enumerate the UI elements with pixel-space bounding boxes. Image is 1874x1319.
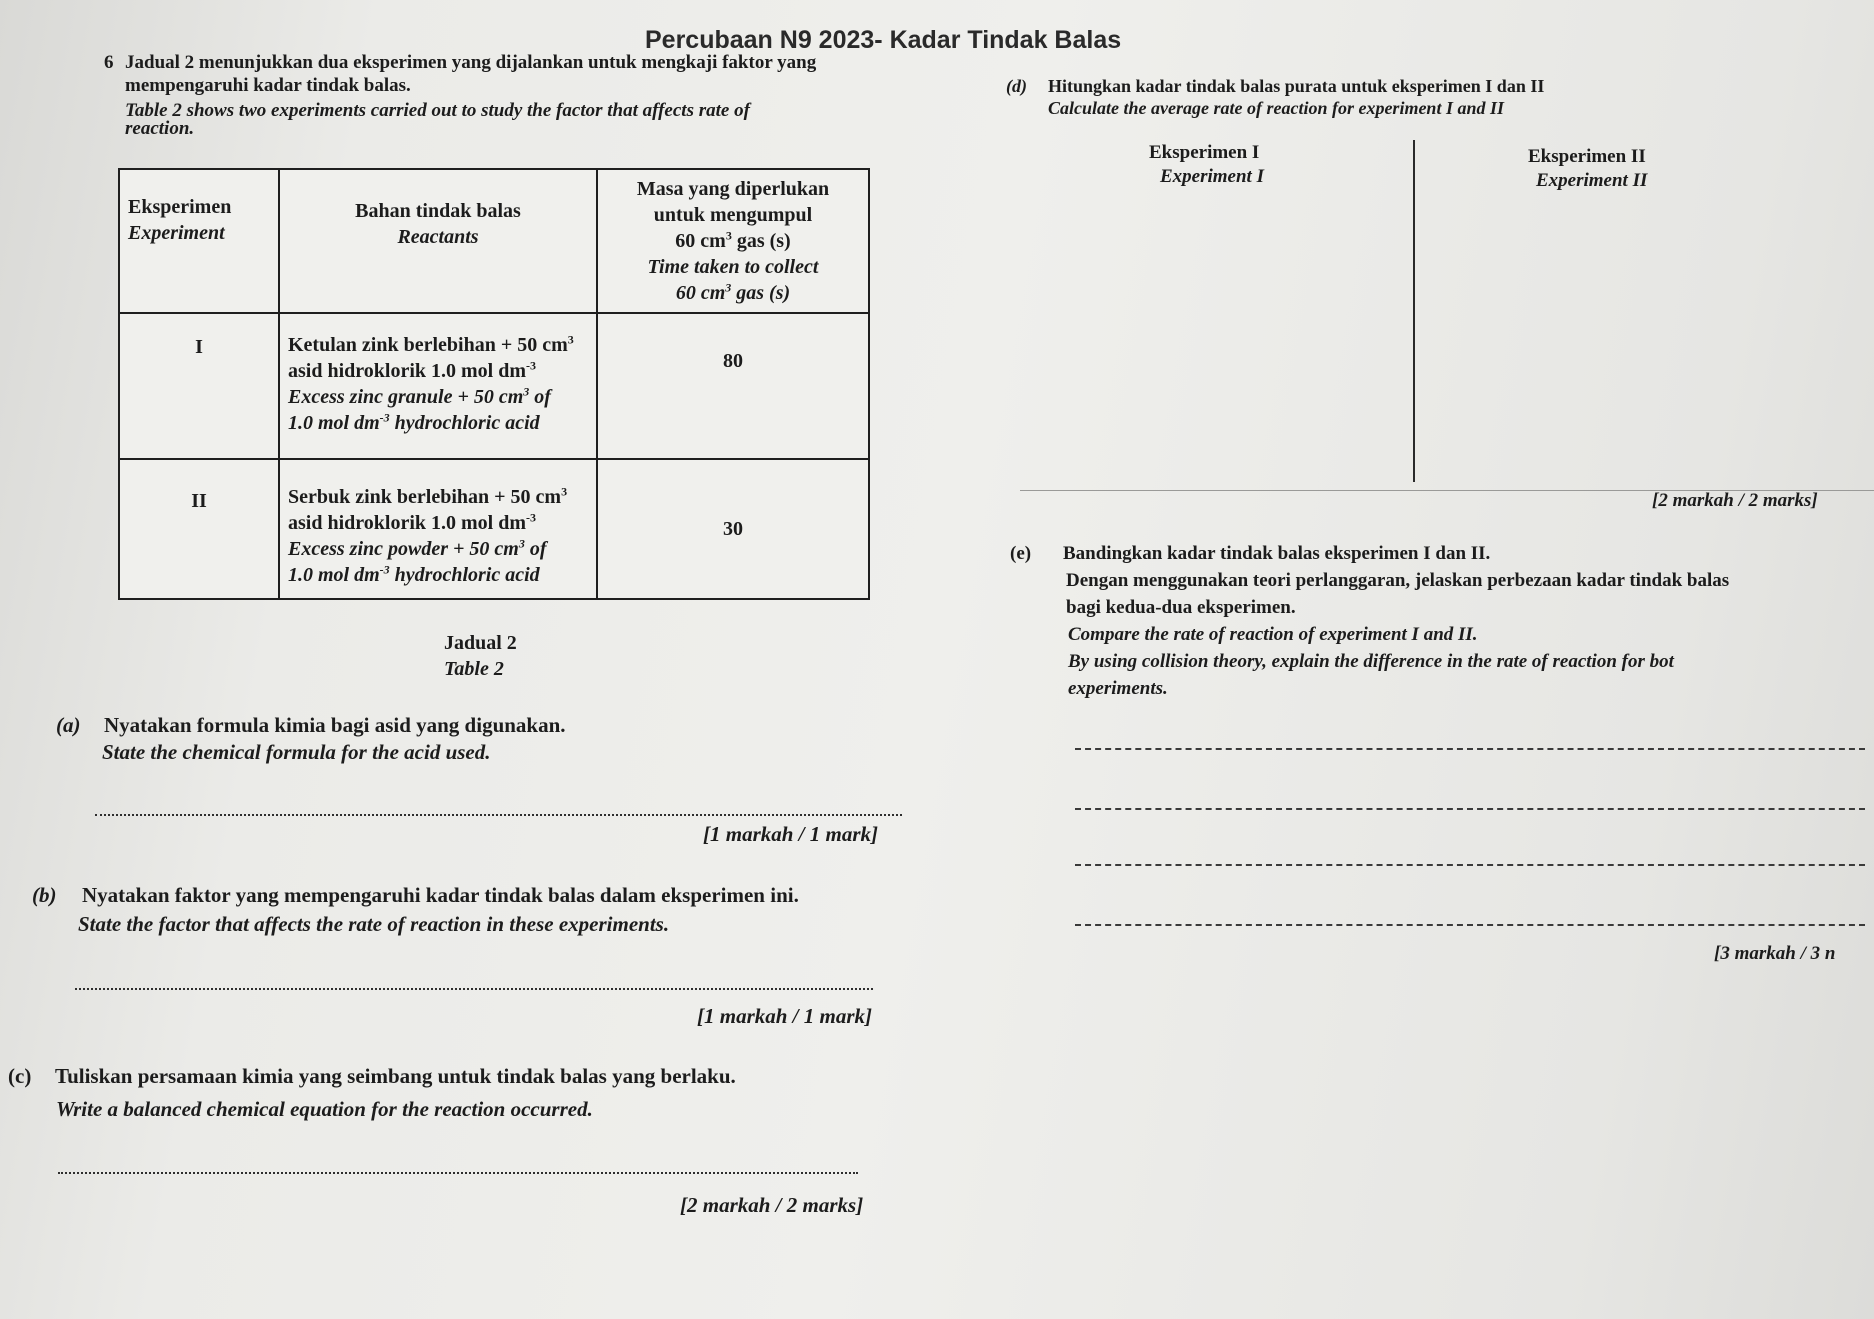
header-time-ms-1: Masa yang diperlukan [636,178,830,200]
part-e-question-en-1: Compare the rate of reaction of experiment I and II. [1068,624,1478,645]
header-time-en-1: Time taken to collect [647,256,819,278]
part-c-question-ms: Tuliskan persamaan kimia yang seimbang untuk tindak balas yang berlaku. [55,1064,736,1088]
intro-ms-line1: Jadual 2 menunjukkan dua eksperimen yang dijalankan untuk mengkaji faktor yang [125,52,817,73]
row-time-cell: 30 [597,459,869,599]
part-c-question-en: Write a balanced chemical equation for the reaction occurred. [56,1097,593,1121]
header-experiment-ms: Eksperimen [128,196,232,218]
part-a-question-en: State the chemical formula for the acid used. [102,740,491,764]
part-a-answer-line[interactable] [95,814,902,816]
intro-ms-line2: mempengaruhi kadar tindak balas. [125,75,411,96]
part-e-question-en-2: By using collision theory, explain the difference in the rate of reaction for bot [1068,651,1674,672]
part-d-label: (d) [1006,76,1027,96]
header-reactants-en: Reactants [397,226,479,248]
table-row [119,313,869,459]
part-e-marks: [3 markah / 3 n [1714,943,1836,964]
part-b-question-en: State the factor that affects the rate of reaction in these experiments. [78,912,670,936]
part-e-question-ms-1: Bandingkan kadar tindak balas eksperimen I dan II. [1063,543,1491,564]
header-experiment-en: Experiment [128,222,225,244]
header-experiment-cell [119,169,279,313]
page-title: Percubaan N9 2023- Kadar Tindak Balas [645,26,1122,54]
part-a-question-ms: Nyatakan formula kimia bagi asid yang digunakan. [104,713,566,737]
experiment-table [118,168,870,600]
table-caption-ms: Jadual 2 [444,632,517,654]
part-a-label: (a) [56,713,81,737]
table-header-row [119,169,869,313]
part-d-question-ms: Hitungkan kadar tindak balas purata untuk eksperimen I dan II [1048,76,1545,96]
part-d-question-en: Calculate the average rate of reaction for experiment I and II [1048,98,1504,118]
part-d-divider [1413,140,1415,482]
part-c-marks: [2 markah / 2 marks] [680,1193,864,1217]
row-reactants-cell: Serbuk zink berlebihan + 50 $cm^3$ asid hidroklorik 1.0 mol $dm^{-3}$ Excess zinc powder + 50 $cm^3$ of 1.0 mol $dm^{-3}$ hydrochloric acid [279,459,597,599]
part-d-col1-ms: Eksperimen I [1149,142,1260,163]
part-b-answer-line[interactable] [75,988,873,990]
part-e-label: (e) [1010,543,1032,564]
part-e-answer-line-1[interactable] [1075,748,1865,750]
table-row [119,459,869,599]
part-e-answer-line-4[interactable] [1075,924,1865,926]
part-a-marks: [1 markah / 1 mark] [703,822,879,846]
part-e-question-en-3: experiments. [1068,678,1168,699]
question-number: 6 [104,52,114,73]
part-e-question-ms-2: Dengan menggunakan teori perlanggaran, jelaskan perbezaan kadar tindak balas [1066,570,1730,591]
bleed-through-text [1010,720,1019,759]
row-reactants-cell: Ketulan zink berlebihan + 50 $cm^3$ asid hidroklorik 1.0 mol $dm^{-3}$ Excess zinc granule + 50 $cm^3$ of 1.0 mol $dm^{-3}$ hydrochloric acid [279,313,597,459]
part-e-question-ms-3: bagi kedua-dua eksperimen. [1066,597,1296,618]
part-d-col2-en: Experiment II [1536,170,1648,191]
part-c-label: (c) [8,1064,32,1088]
part-d-marks: [2 markah / 2 marks] [1652,490,1818,511]
intro-en-line2: reaction. [125,118,195,139]
header-reactants-cell [279,169,597,313]
part-e-answer-line-3[interactable] [1075,864,1865,866]
row-time-cell: 80 [597,313,869,459]
part-b-label: (b) [32,883,57,907]
part-d-col1-en: Experiment I [1160,166,1264,187]
part-c-answer-line[interactable] [58,1172,858,1174]
header-time-ms-2: untuk mengumpul [653,204,813,226]
part-e-answer-line-2[interactable] [1075,808,1865,810]
part-b-marks: [1 markah / 1 mark] [697,1004,873,1028]
intro-en-line1: Table 2 shows two experiments carried out to study the factor that affects rate of [125,100,750,121]
part-b-question-ms: Nyatakan faktor yang mempengaruhi kadar tindak balas dalam eksperimen ini. [82,883,799,907]
header-time-en-2: 60 $cm^3$ gas (s) [675,280,791,304]
header-reactants-ms: Bahan tindak balas [355,200,521,222]
header-time-ms-3: 60 $cm^3$ gas (s) [675,228,791,252]
header-time-cell [597,169,869,313]
table-caption-en: Table 2 [444,658,504,680]
row-id-cell: I [119,313,279,459]
row-id-cell: II [119,459,279,599]
part-d-col2-ms: Eksperimen II [1528,146,1646,167]
